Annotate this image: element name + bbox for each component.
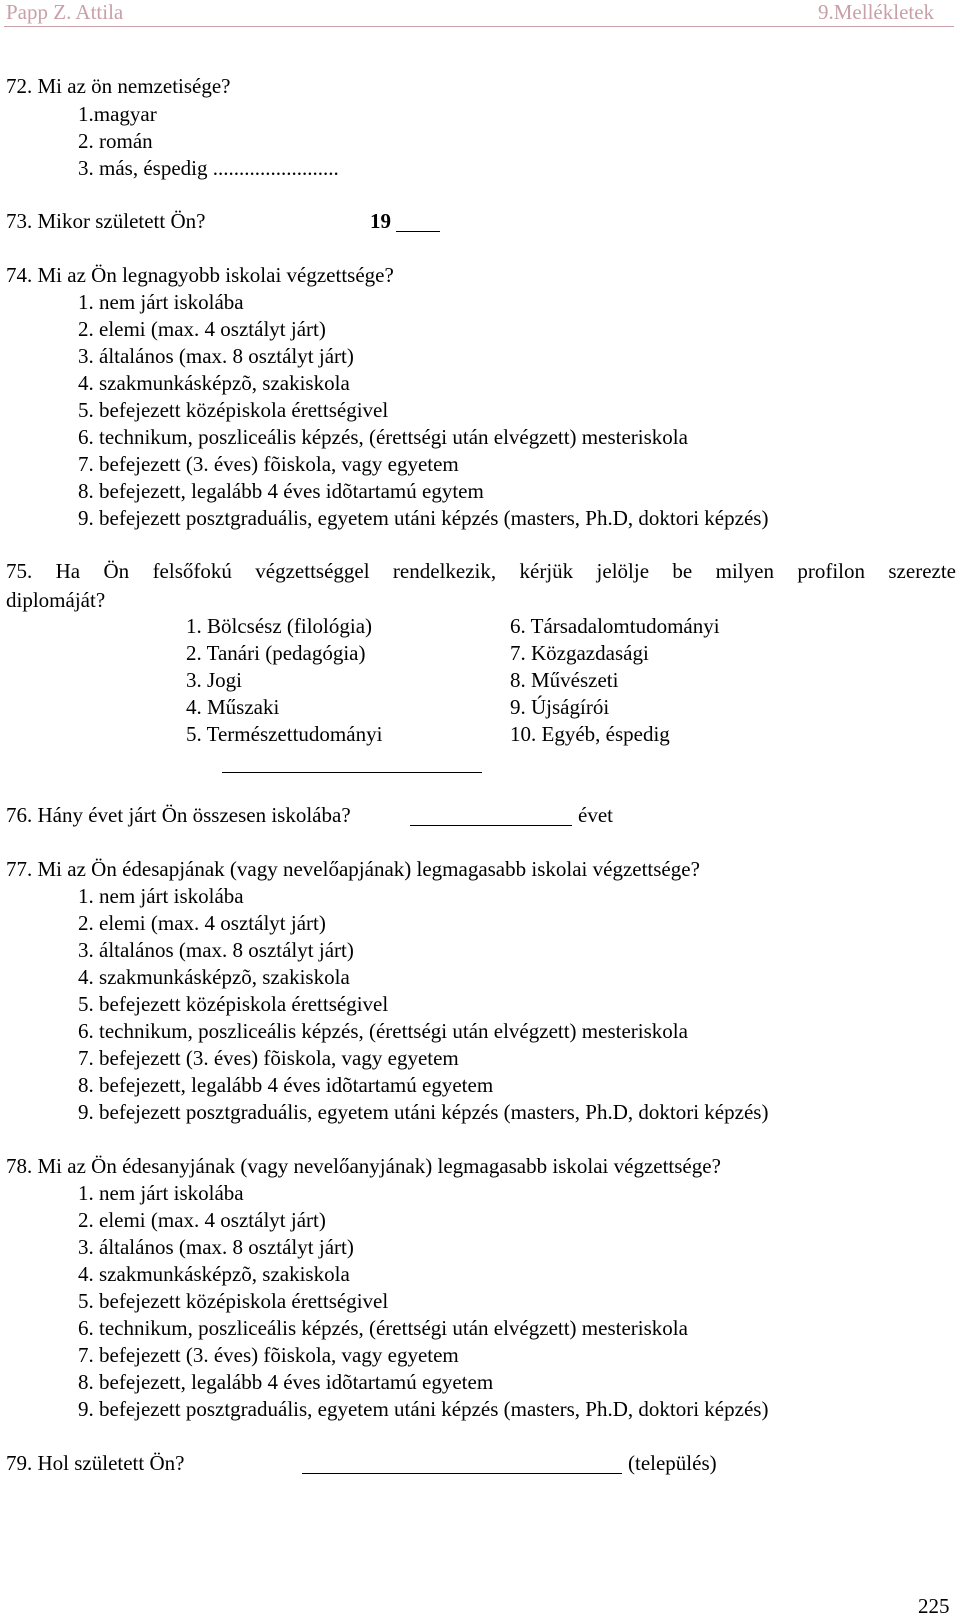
page-number: 225 [918,1594,950,1618]
q75-option: 6. Társadalomtudományi [510,614,720,638]
q78-option: 2. elemi (max. 4 osztályt járt) [78,1208,326,1232]
q78-option: 8. befejezett, legalább 4 éves idõtartamú egyetem [78,1370,494,1394]
q76-question: 76. Hány évet járt Ön összesen iskolába? [6,803,351,827]
q72-option: 2. román [78,129,153,153]
q73-year-blank[interactable] [396,231,440,232]
running-header-section: 9.Mellékletek [818,0,935,24]
q77-option: 2. elemi (max. 4 osztályt járt) [78,911,326,935]
q72-question: 72. Mi az ön nemzetisége? [6,74,231,98]
q78-option: 1. nem járt iskolába [78,1181,244,1205]
q74-option: 6. technikum, poszliceális képzés, (érettségi után elvégzett) mesteriskola [78,425,688,449]
q78-option: 3. általános (max. 8 osztályt járt) [78,1235,354,1259]
header-rule [4,26,954,27]
q78-question: 78. Mi az Ön édesanyjának (vagy nevelőanyjának) legmagasabb iskolai végzettsége? [6,1154,721,1178]
q74-option: 3. általános (max. 8 osztályt járt) [78,344,354,368]
q74-option: 5. befejezett középiskola érettségivel [78,398,389,422]
q78-option: 5. befejezett középiskola érettségivel [78,1289,389,1313]
q77-option: 1. nem járt iskolába [78,884,244,908]
q79-question: 79. Hol született Ön? [6,1451,185,1475]
q75-option: 10. Egyéb, éspedig [510,722,670,746]
running-header-author: Papp Z. Attila [6,0,124,24]
q74-option: 7. befejezett (3. éves) fõiskola, vagy egyetem [78,452,459,476]
q76-years-blank[interactable] [410,825,572,826]
q77-option: 7. befejezett (3. éves) fõiskola, vagy egyetem [78,1046,459,1070]
q76-unit: évet [578,803,613,827]
q73-year-prefix: 19 [370,209,391,233]
q74-option: 4. szakmunkásképzõ, szakiskola [78,371,350,395]
q75-option: 5. Természettudományi [186,722,383,746]
q75-option: 8. Művészeti [510,668,619,692]
q79-place-blank[interactable] [302,1473,622,1474]
q77-option: 6. technikum, poszliceális képzés, (érettségi után elvégzett) mesteriskola [78,1019,688,1043]
q77-option: 4. szakmunkásképzõ, szakiskola [78,965,350,989]
q74-option: 9. befejezett posztgraduális, egyetem utáni képzés (masters, Ph.D, doktori képzés) [78,506,769,530]
q77-question: 77. Mi az Ön édesapjának (vagy nevelőapjának) legmagasabb iskolai végzettsége? [6,857,700,881]
q74-option: 8. befejezett, legalább 4 éves idõtartamú egytem [78,479,484,503]
q72-option: 3. más, éspedig ........................ [78,156,339,180]
q75-option: 2. Tanári (pedagógia) [186,641,366,665]
q75-option: 7. Közgazdasági [510,641,649,665]
q78-option: 6. technikum, poszliceális képzés, (érettségi után elvégzett) mesteriskola [78,1316,688,1340]
q75-option: 9. Újságírói [510,695,610,719]
q75-option: 3. Jogi [186,668,243,692]
q78-option: 9. befejezett posztgraduális, egyetem utáni képzés (masters, Ph.D, doktori képzés) [78,1397,769,1421]
q75-question-line1: 75. Ha Ön felsőfokú végzettséggel rendelkezik, kérjük jelölje be milyen profilon szerezte [6,559,956,583]
q74-option: 1. nem járt iskolába [78,290,244,314]
q75-other-blank[interactable] [222,772,482,773]
q72-option: 1.magyar [78,102,157,126]
q79-unit: (település) [628,1451,717,1475]
q77-option: 3. általános (max. 8 osztályt járt) [78,938,354,962]
q75-option: 1. Bölcsész (filológia) [186,614,373,638]
q74-question: 74. Mi az Ön legnagyobb iskolai végzettsége? [6,263,394,287]
q77-option: 5. befejezett középiskola érettségivel [78,992,389,1016]
q75-question-line2: diplomáját? [6,588,106,612]
q78-option: 7. befejezett (3. éves) fõiskola, vagy egyetem [78,1343,459,1367]
q74-option: 2. elemi (max. 4 osztályt járt) [78,317,326,341]
q78-option: 4. szakmunkásképzõ, szakiskola [78,1262,350,1286]
q73-question: 73. Mikor született Ön? [6,209,206,233]
q77-option: 9. befejezett posztgraduális, egyetem utáni képzés (masters, Ph.D, doktori képzés) [78,1100,769,1124]
q77-option: 8. befejezett, legalább 4 éves idõtartamú egyetem [78,1073,494,1097]
q75-option: 4. Műszaki [186,695,280,719]
